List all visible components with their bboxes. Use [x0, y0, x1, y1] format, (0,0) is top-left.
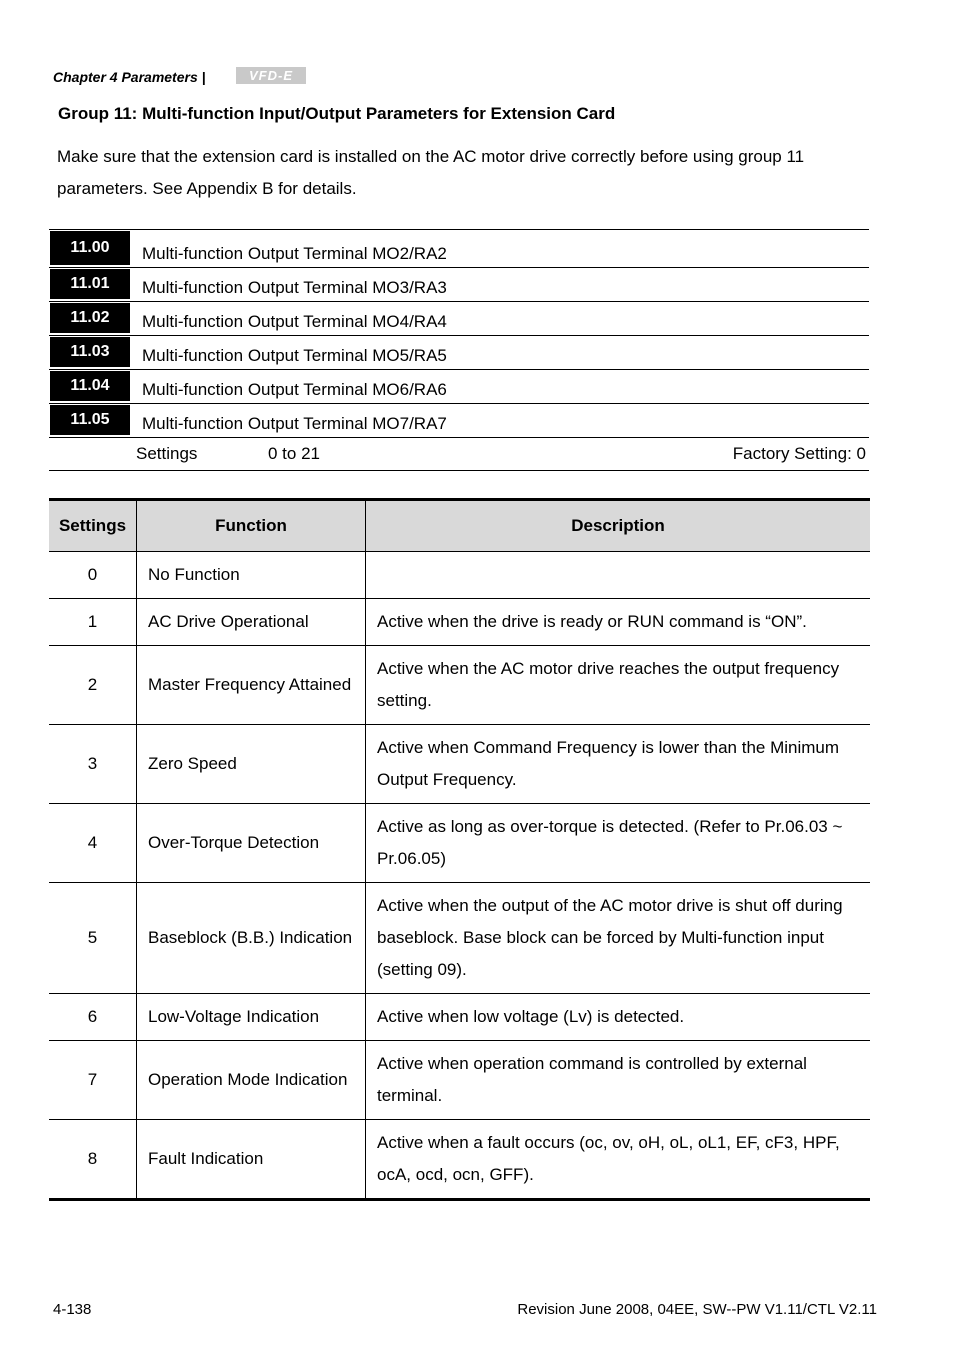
- setting-value: 2: [49, 646, 137, 725]
- function-name: Baseblock (B.B.) Indication: [137, 883, 366, 994]
- parameter-name: Multi-function Output Terminal MO5/RA5: [142, 346, 447, 365]
- settings-function-table: [49, 498, 870, 1201]
- function-name: Fault Indication: [137, 1120, 366, 1200]
- setting-value: 3: [49, 725, 137, 804]
- table-row: [49, 646, 870, 725]
- parameter-row: [49, 301, 869, 335]
- setting-value: 7: [49, 1041, 137, 1120]
- parameter-settings-row: [49, 437, 869, 471]
- function-name: Low-Voltage Indication: [137, 994, 366, 1041]
- function-description: [366, 552, 871, 599]
- parameter-code: 11.05: [50, 405, 130, 435]
- table-row: [49, 883, 870, 994]
- parameter-list: [49, 229, 869, 471]
- parameter-name: Multi-function Output Terminal MO4/RA4: [142, 312, 447, 331]
- table-row: [49, 725, 870, 804]
- parameter-row: [49, 267, 869, 301]
- group-heading: Group 11: Multi-function Input/Output Parameters for Extension Card: [58, 104, 616, 123]
- table-header-row: [49, 500, 870, 552]
- header-description: Description: [366, 500, 871, 552]
- setting-value: 1: [49, 599, 137, 646]
- function-name: Over-Torque Detection: [137, 804, 366, 883]
- chapter-label: Chapter 4 Parameters |: [53, 69, 206, 85]
- settings-label: Settings: [136, 444, 198, 463]
- function-description: Active when the AC motor drive reaches the output frequency setting.: [366, 646, 871, 725]
- page-number: 4-138: [53, 1301, 92, 1318]
- revision-info: Revision June 2008, 04EE, SW--PW V1.11/CTL V2.11: [517, 1301, 877, 1318]
- parameter-name: Multi-function Output Terminal MO6/RA6: [142, 380, 447, 399]
- function-description: Active when the drive is ready or RUN command is “ON”.: [366, 599, 871, 646]
- function-description: Active when low voltage (Lv) is detected.: [366, 994, 871, 1041]
- parameter-code: 11.00: [50, 231, 130, 265]
- setting-value: 6: [49, 994, 137, 1041]
- settings-range: 0 to 21: [268, 444, 320, 463]
- parameter-row: [49, 403, 869, 437]
- parameter-code: 11.02: [50, 303, 130, 333]
- function-description: Active when operation command is controlled by external terminal.: [366, 1041, 871, 1120]
- table-row: [49, 994, 870, 1041]
- parameter-code: 11.03: [50, 337, 130, 367]
- setting-value: 5: [49, 883, 137, 994]
- parameter-name: Multi-function Output Terminal MO2/RA2: [142, 244, 447, 263]
- header-function: Function: [137, 500, 366, 552]
- parameter-row: [49, 369, 869, 403]
- function-name: Zero Speed: [137, 725, 366, 804]
- function-name: Master Frequency Attained: [137, 646, 366, 725]
- setting-value: 4: [49, 804, 137, 883]
- intro-paragraph: Make sure that the extension card is installed on the AC motor drive correctly before using group 11 parameters. See Appendix B for details.: [57, 147, 805, 198]
- setting-value: 0: [49, 552, 137, 599]
- function-name: Operation Mode Indication: [137, 1041, 366, 1120]
- table-row: [49, 599, 870, 646]
- function-description: Active when a fault occurs (oc, ov, oH, oL, oL1, EF, cF3, HPF, ocA, ocd, ocn, GFF).: [377, 1133, 840, 1184]
- parameter-code: 11.04: [50, 371, 130, 401]
- function-description: Active when Command Frequency is lower than the Minimum Output Frequency.: [366, 725, 871, 804]
- function-name: AC Drive Operational: [137, 599, 366, 646]
- parameter-name: Multi-function Output Terminal MO7/RA7: [142, 414, 447, 433]
- factory-setting: Factory Setting: 0: [732, 444, 866, 463]
- header-settings: Settings: [49, 500, 137, 552]
- function-description: Active when the output of the AC motor drive is shut off during baseblock. Base block can be forced by Multi-function input (setting 09).: [366, 883, 871, 994]
- table-row: [49, 1120, 870, 1200]
- parameter-row: [49, 335, 869, 369]
- parameter-name: Multi-function Output Terminal MO3/RA3: [142, 278, 447, 297]
- setting-value: 8: [49, 1120, 137, 1200]
- function-description: Active as long as over-torque is detected. (Refer to Pr.06.03 ~ Pr.06.05): [366, 804, 871, 883]
- table-row: [49, 804, 870, 883]
- parameter-code: 11.01: [50, 269, 130, 299]
- function-name: No Function: [137, 552, 366, 599]
- table-row: [49, 1041, 870, 1120]
- parameter-row: [49, 229, 869, 267]
- table-row: [49, 552, 870, 599]
- vfd-e-logo: VFD-E: [236, 67, 306, 84]
